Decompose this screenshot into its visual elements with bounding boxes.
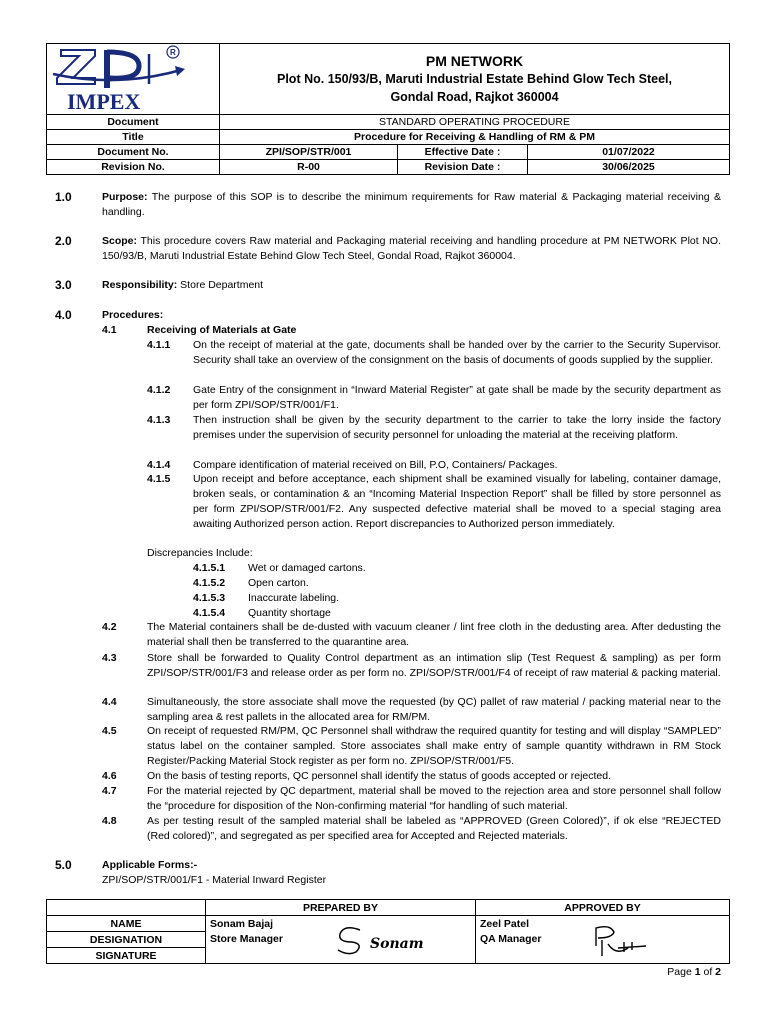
discrepancy-text: Inaccurate labeling. [248,592,340,604]
section-number: 5.0 [55,858,72,872]
proc-number: 4.4 [102,696,117,708]
document-label: Document [47,115,220,130]
section-label: Purpose: [102,191,148,203]
section-number: 1.0 [55,190,72,204]
section-body: The purpose of this SOP is to describe the minimum requirements for Raw material & Packaging material receiving & handling. [102,191,721,218]
proc-number: 4.2 [102,621,117,633]
page-current: 1 [694,966,701,978]
designation-label: DESIGNATION [47,932,206,948]
proc-number: 4.1 [102,324,117,336]
page-of: of [700,966,716,978]
company-name: PM NETWORK [425,53,524,69]
proc-text: Simultaneously, the store associate shall move the requested (by QC) pallet of raw material / packing material near to the sampling area & rest pallets in the allocated area for RM/PM. [147,696,721,723]
proc-number: 4.1.5 [147,473,171,485]
proc-number: 4.5 [102,725,117,737]
docno-value: ZPI/SOP/STR/001 [220,145,398,160]
section-label: Responsibility: [102,279,178,291]
proc-number: 4.1.4 [147,459,171,471]
proc-text: Compare identification of material received on Bill, P.O, Containers/ Packages. [193,459,558,471]
proc-number: 4.7 [102,785,117,797]
discrepancy-number: 4.1.5.4 [193,607,226,619]
logo-wordmark: IMPEX [67,89,141,111]
prepared-by-header: PREPARED BY [206,900,476,916]
proc-number: 4.1.3 [147,414,171,426]
proc-number: 4.1.2 [147,384,171,396]
approved-name: Zeel Patel [480,918,530,930]
proc-number: 4.1.1 [147,339,171,351]
page-total: 2 [715,966,721,978]
section-label: Procedures: [102,309,164,321]
revdate-value: 30/06/2025 [528,160,730,175]
form-reference: ZPI/SOP/STR/001/F1 - Material Inward Register [102,874,327,886]
signature-label: SIGNATURE [47,948,206,964]
approved-signature [576,920,666,960]
proc-number: 4.8 [102,815,117,827]
title-label: Title [47,130,220,145]
approved-block [476,916,730,964]
proc-text: As per testing result of the sampled material shall be labeled as “APPROVED (Green Colored)”, if ok else “REJECTED (Red colored)”, and segregated as per specified area for Accepted and Rejected materials. [147,815,721,842]
section-number: 2.0 [55,234,72,248]
revno-label: Revision No. [47,160,220,175]
effdate-value: 01/07/2022 [528,145,730,160]
discrepancy-number: 4.1.5.1 [193,562,226,574]
section-text [102,858,721,873]
section-label: Applicable Forms:- [102,859,198,871]
revno-value: R-00 [220,160,398,175]
page-number [667,966,721,978]
section-text [102,278,721,293]
proc-text: On the basis of testing reports, QC personnel shall identify the status of goods accepted or rejected. [147,770,612,782]
effdate-label: Effective Date : [398,145,528,160]
svg-text:R: R [170,48,176,57]
section-body: This procedure covers Raw material and Packaging material receiving and handling procedure at PM NETWORK Plot NO. 150/93/B, Maruti Industrial Estate Behind Glow Tech Steel, Gondal Road, Rajkot 360004. [102,235,721,262]
section-number: 3.0 [55,278,72,292]
document-header-table [46,43,730,175]
discrepancies-label: Discrepancies Include: [147,547,253,559]
signoff-corner [47,900,206,916]
prepared-designation: Store Manager [210,933,283,945]
address-line-2: Gondal Road, Rajkot 360004 [390,90,559,104]
approved-by-header: APPROVED BY [476,900,730,916]
zpi-logo-icon [47,44,219,111]
document-value: STANDARD OPERATING PROCEDURE [220,115,730,130]
discrepancy-number: 4.1.5.3 [193,592,226,604]
section-text [102,308,721,323]
signoff-table [46,899,730,964]
revdate-label: Revision Date : [398,160,528,175]
proc-text: Gate Entry of the consignment in “Inward Material Register” at gate shall be made by the security department as per form ZPI/SOP/STR/001/F1. [193,384,721,411]
proc-text: Then instruction shall be given by the security department to the carrier to take the lorry inside the factory premises under the supervision of security personnel for unloading the material at the receiving platform. [193,414,721,441]
section-text [102,234,721,264]
proc-text: On receipt of requested RM/PM, QC Personnel shall withdraw the required quantity for testing and will display “SAMPLED” status label on the container sampled. Store associates shall make entry of sample quantity withdrawn in RM Stock Register/Packing Material Stock register as per form no. ZPI/SOP/STR/001/F5. [147,725,721,767]
discrepancy-number: 4.1.5.2 [193,577,226,589]
approved-designation: QA Manager [480,933,542,945]
section-text [102,190,721,220]
prepared-signature [334,922,444,958]
section-label: Scope: [102,235,138,247]
proc-number: 4.6 [102,770,117,782]
proc-text: For the material rejected by QC department, material shall be moved to the rejection area and store personnel shall follow the “procedure for disposition of the Non-confirming material “for handling of such material. [147,785,721,812]
address-line-1: Plot No. 150/93/B, Maruti Industrial Estate Behind Glow Tech Steel, [277,72,672,86]
prepared-name: Sonam Bajaj [210,918,274,930]
section-body: Store Department [177,279,264,291]
discrepancy-text: Wet or damaged cartons. [248,562,366,574]
name-label: NAME [47,916,206,932]
prepared-block [206,916,476,964]
title-value: Procedure for Receiving & Handling of RM & PM [220,130,730,145]
section-number: 4.0 [55,308,72,322]
page-prefix: Page [667,966,695,978]
proc-number: 4.3 [102,652,117,664]
discrepancy-text: Quantity shortage [248,607,331,619]
prepared-signature-text: Sonam [370,936,424,952]
docno-label: Document No. [47,145,220,160]
company-block [220,44,730,115]
proc-title: Receiving of Materials at Gate [147,324,297,336]
company-logo [47,44,220,115]
proc-text: Upon receipt and before acceptance, each shipment shall be examined visually for labeling, container damage, broken seals, or contamination & an “Incoming Material Inspection Report” shall be filled by store personnel as per form ZPI/SOP/STR/001/F2. Any suspected defective material shall be moved to a special staging area awaiting Authorized person action. Report discrepancies to Authorized person immediately. [193,473,721,530]
proc-text: Store shall be forwarded to Quality Control department as an intimation slip (Test Request & sampling) as per form ZPI/SOP/STR/001/F3 and release order as per form no. ZPI/SOP/STR/001/F4 of receipt of raw material & packing material. [147,652,721,679]
proc-text: On the receipt of material at the gate, documents shall be handed over by the carrier to the Security Supervisor. Security shall take an overview of the consignment on the basis of documents of goods supplied by the supplier. [193,339,721,366]
discrepancy-text: Open carton. [248,577,309,589]
proc-text: The Material containers shall be de-dusted with vacuum cleaner / lint free cloth in the dedusting area. After dedusting the material shall then be transferred to the quarantine area. [147,621,721,648]
